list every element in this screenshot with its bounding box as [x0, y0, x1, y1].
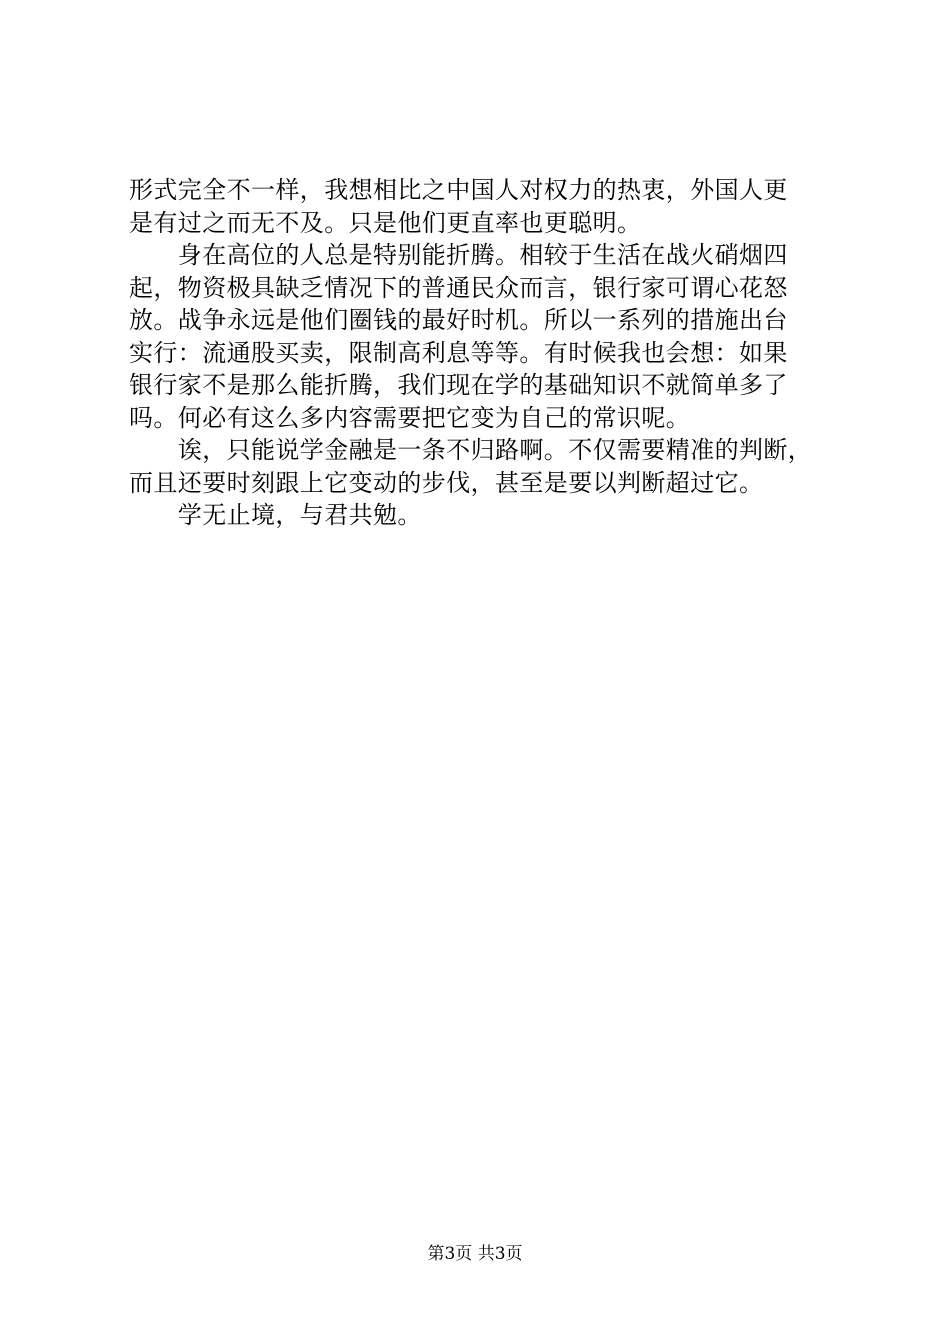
- text-line: 而且还要时刻跟上它变动的步伐，甚至是要以判断超过它。: [129, 468, 764, 497]
- text-line: 学无止境，与君共勉。: [129, 501, 422, 529]
- text-line: 吗。何必有这么多内容需要把它变为自己的常识呢。: [129, 403, 691, 432]
- text-line: 形式完全不一样，我想相比之中国人对权力的热衷，外国人更: [129, 176, 788, 204]
- text-line: 银行家不是那么能折腾，我们现在学的基础知识不就简单多了: [129, 371, 788, 399]
- text-line: 起，物资极具缺乏情况下的普通民众而言，银行家可谓心花怒: [129, 273, 788, 302]
- page-number-label: 第3页 共3页: [427, 1244, 523, 1264]
- text-line: 是有过之而无不及。只是他们更直率也更聪明。: [129, 208, 642, 237]
- text-line: 诶，只能说学金融是一条不归路啊。不仅需要精准的判断，: [129, 436, 813, 464]
- page-footer: [0, 1243, 950, 1265]
- text-line: 放。战争永远是他们圈钱的最好时机。所以一系列的措施出台: [129, 306, 788, 334]
- text-line: 实行：流通股买卖，限制高利息等等。有时候我也会想：如果: [129, 338, 788, 367]
- body-text: [129, 174, 834, 532]
- text-line: 身在高位的人总是特别能折腾。相较于生活在战火硝烟四: [129, 241, 788, 269]
